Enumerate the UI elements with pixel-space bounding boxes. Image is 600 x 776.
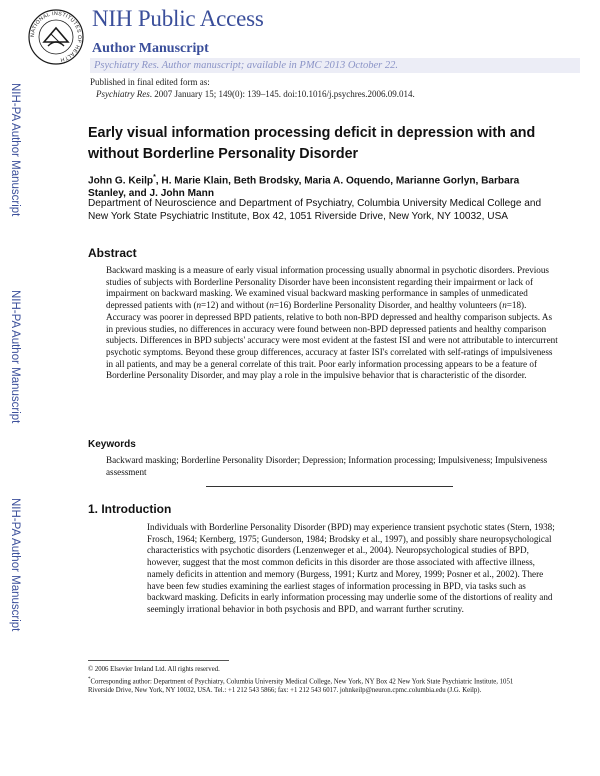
author-list <box>88 171 558 200</box>
side-label: NIH-PA Author Manuscript <box>9 498 21 632</box>
affiliation: Department of Neuroscience and Department of Psychiatry, Columbia University Medical College and New York State Psychiatric Institute, Box 42, 1051 Riverside Drive, New York, NY 10032, USA <box>88 198 542 222</box>
nih-public-access-title: NIH Public Access <box>92 6 264 31</box>
abstract-text: Backward masking is a measure of early visual information processing usually abnormal in psychotic disorders. Previous studies of subjects with Borderline Personality Disorder have been inconsistent regarding their impairment or lack of impairment on backward masking. We examined visual backward masking performance in samples of unmedicated depressed patients with (n=12) and without (n=16) Borderline Personality Disorder, and healthy volunteers (n=18). Accuracy was poorer in depressed BPD patients, relative to both non-BPD depressed and healthy comparison subjects. As in previous studies, no differences in accuracy were found between non-BPD depressed patients and healthy comparison subjects. Differences in BPD subjects' accuracy were most evident at the fastest ISI and were not attributable to intercurrent psychotic symptoms. Beyond these group differences, accuracy at faster ISI's correlated with self-ratings of impulsiveness in all patients, and may be a general correlate of this trait. Poor early information processing appears to be a feature of Borderline Personality Disorder, and may play a role in the impulsive behavior that is characteristic of the disorder. <box>106 265 558 381</box>
abstract-heading: Abstract <box>88 246 137 260</box>
authors-rest: , H. Marie Klain, Beth Brodsky, Maria A. Oquendo, Marianne Gorlyn, Barbara Stanley, and J. John Mann <box>88 175 520 200</box>
corresponding-author-text: Corresponding author: Department of Psychiatry, Columbia University Medical College, New York, NY Box 42 New York State Psychiatric Institute, 1051 Riverside Drive, New York, NY 10032, USA. Tel.: +1 212 543 5866; fax: +1 212 543 6017. johnkeilp@neuron.cpmc.columbia.edu (J.G. Keilp). <box>88 677 514 695</box>
corresponding-mark: * <box>88 676 91 682</box>
article-title: Early visual information processing deficit in depression with and without Borderline Personality Disorder <box>88 125 536 162</box>
svg-text:NATIONAL INSTITUTES OF HEALTH <box>30 11 82 63</box>
published-form-label: Published in final edited form as: <box>90 77 210 87</box>
corresponding-author-note <box>88 675 528 696</box>
footnotes <box>88 665 528 696</box>
source-line: Psychiatry Res. Author manuscript; available in PMC 2013 October 22. <box>94 60 398 71</box>
citation-details: . 2007 January 15; 149(0): 139–145. doi:10.1016/j.psychres.2006.09.014. <box>149 89 415 99</box>
nih-seal-logo <box>27 8 85 66</box>
side-label: NIH-PA Author Manuscript <box>9 290 21 424</box>
introduction-heading: 1. Introduction <box>88 502 172 516</box>
citation-journal: Psychiatry Res <box>96 89 150 99</box>
keywords-text: Backward masking; Borderline Personality Disorder; Depression; Information processing; Impulsiveness; Impulsiveness assessment <box>106 455 548 477</box>
copyright-notice: © 2006 Elsevier Ireland Ltd. All rights reserved. <box>88 666 220 673</box>
introduction-text: Individuals with Borderline Personality Disorder (BPD) may experience transient psychotic states (Stern, 1938; Frosch, 1964; Kernberg, 1975; Gunderson, 1984; Brodsky et al., 1997), and possibly share neuropsychological characteristics with psychotic disorders (Lenzenweger et al., 2004). Neuropsychological studies of BPD, however, suggest that the most common deficits in this disorder are those associated with affective illness, namely deficits in attention and memory (Burgess, 1991; Kurtz and Morey, 1999; Posner et al., 2002). There have been few studies examining the earliest stages of information processing in BPD, via tasks such as backward masking. Deficits in early information processing may underlie some of the distortions of reality and seemingly irrational behavior in both psychosis and BPD, and warrant further scrutiny. <box>147 522 555 614</box>
footnote-rule <box>88 660 229 661</box>
section-divider <box>206 486 453 487</box>
author-manuscript-label: Author Manuscript <box>92 41 209 56</box>
keywords-heading: Keywords <box>88 439 136 450</box>
author-mark: * <box>153 174 156 181</box>
logo-ring-text: NATIONAL INSTITUTES OF HEALTH <box>29 10 83 63</box>
side-label: NIH-PA Author Manuscript <box>9 83 21 217</box>
citation <box>96 89 415 99</box>
author-first: John G. Keilp <box>88 175 154 187</box>
